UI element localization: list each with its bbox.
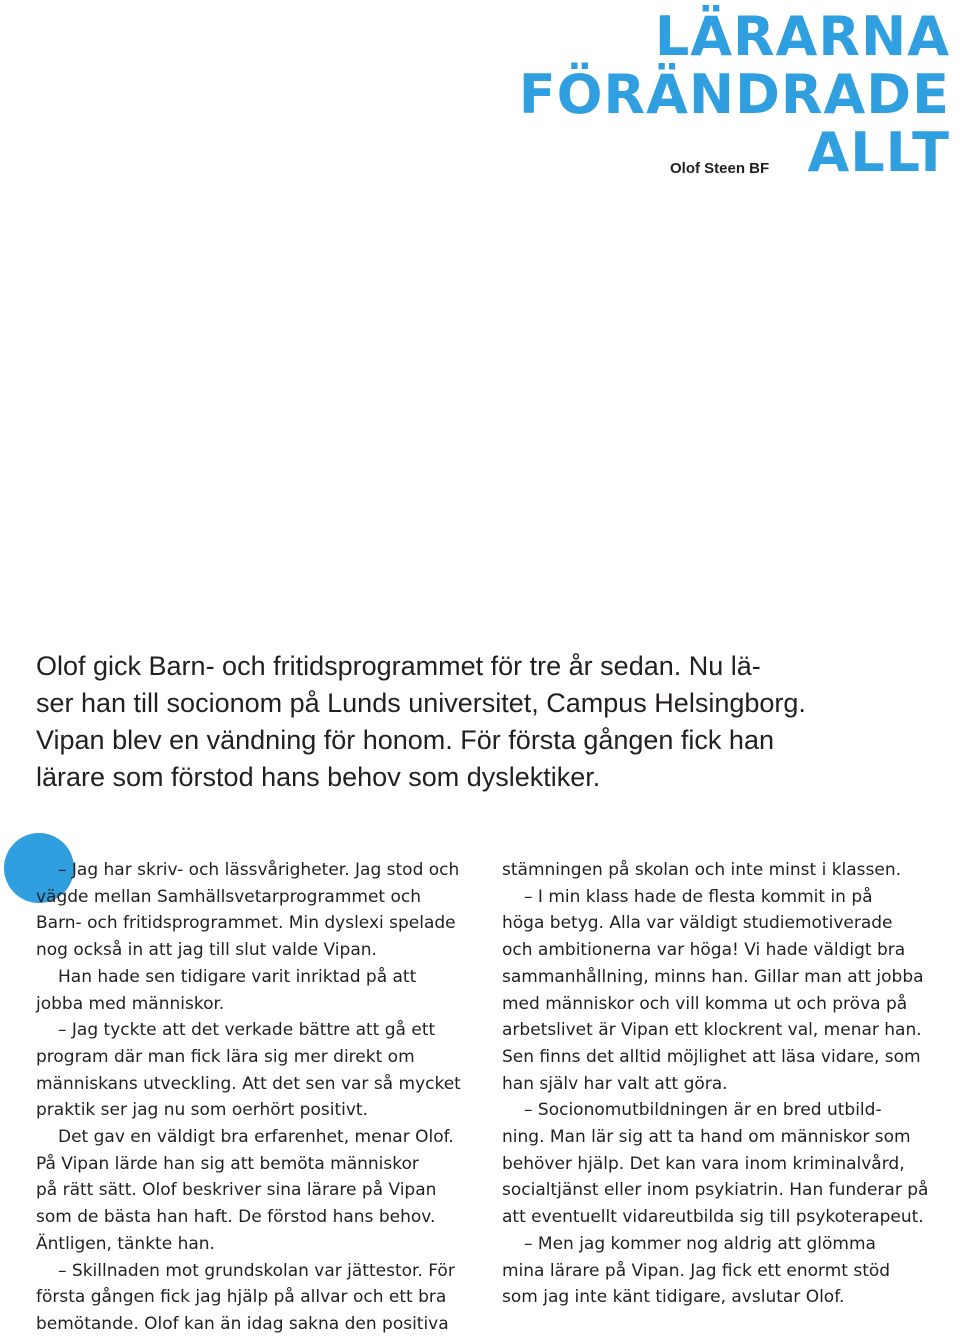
ingress-line: lärare som förstod hans behov som dyslektiker.: [36, 762, 601, 792]
body-column-right: [502, 857, 942, 1311]
body-line: med människor och vill komma ut och pröva på: [502, 993, 908, 1014]
body-line: – Socionomutbildningen är en bred utbild-: [524, 1100, 882, 1121]
body-line: som jag inte känt tidigare, avslutar Olof.: [502, 1287, 845, 1308]
body-line: han själv har valt att göra.: [502, 1073, 728, 1094]
body-line: mina lärare på Vipan. Jag fick ett enormt stöd: [502, 1260, 891, 1281]
ingress-paragraph: [36, 648, 916, 796]
ingress-line: ser han till socionom på Lunds universitet, Campus Helsingborg.: [36, 688, 806, 718]
body-line: ning. Man lär sig att ta hand om människor som: [502, 1127, 911, 1148]
body-line: första gången fick jag hjälp på allvar och ett bra: [36, 1287, 447, 1308]
author-byline: Olof Steen BF: [670, 160, 770, 177]
body-line: människans utveckling. Att det sen var så mycket: [36, 1073, 461, 1094]
body-line: – Jag tyckte att det verkade bättre att gå ett: [58, 1020, 436, 1041]
body-line: bemötande. Olof kan än idag sakna den positiva: [36, 1313, 449, 1334]
body-line: praktik ser jag nu som oerhört positivt.: [36, 1100, 368, 1121]
title-line-1: LÄRARNA: [654, 5, 950, 68]
body-line: socialtjänst eller inom psykiatrin. Han funderar på: [502, 1180, 929, 1201]
body-column-left: [36, 857, 476, 1338]
body-line: På Vipan lärde han sig att bemöta människor: [36, 1153, 419, 1174]
body-line: behöver hjälp. Det kan vara inom kriminalvård,: [502, 1153, 905, 1174]
body-line: höga betyg. Alla var väldigt studiemotiverade: [502, 913, 893, 934]
title-line-3: ALLT: [807, 121, 950, 184]
body-line: – Skillnaden mot grundskolan var jättestor. För: [58, 1260, 455, 1281]
body-line: som de bästa han haft. De förstod hans behov.: [36, 1207, 436, 1228]
body-line: – Men jag kommer nog aldrig att glömma: [524, 1233, 876, 1254]
body-line: program där man fick lära sig mer direkt om: [36, 1046, 415, 1067]
article-title: [518, 5, 950, 184]
body-line: Barn- och fritidsprogrammet. Min dyslexi spelade: [36, 913, 456, 934]
body-line: – Jag har skriv- och lässvårigheter. Jag stod och: [58, 860, 460, 880]
ingress-line: Olof gick Barn- och fritidsprogrammet för tre år sedan. Nu lä-: [36, 651, 761, 681]
body-line: Det gav en väldigt bra erfarenhet, menar Olof.: [58, 1127, 454, 1148]
body-line: vägde mellan Samhällsvetarprogrammet och: [36, 886, 422, 907]
body-line: jobba med människor.: [36, 993, 225, 1014]
body-line: och ambitionerna var höga! Vi hade väldigt bra: [502, 940, 906, 961]
body-line: sammanhållning, minns han. Gillar man att jobba: [502, 966, 924, 987]
body-line: stämningen på skolan och inte minst i klassen.: [502, 860, 902, 880]
body-line: arbetslivet är Vipan ett klockrent val, menar han.: [502, 1020, 922, 1041]
body-line: att eventuellt vidareutbilda sig till psykoterapeut.: [502, 1207, 924, 1228]
body-line: Äntligen, tänkte han.: [36, 1233, 215, 1254]
body-line: på rätt sätt. Olof beskriver sina lärare på Vipan: [36, 1180, 437, 1201]
body-line: – I min klass hade de flesta kommit in på: [524, 886, 873, 907]
body-line: Sen finns det alltid möjlighet att läsa vidare, som: [502, 1046, 921, 1067]
title-line-2: FÖRÄNDRADE: [518, 63, 950, 126]
body-line: Han hade sen tidigare varit inriktad på att: [58, 966, 417, 987]
body-line: nog också in att jag till slut valde Vipan.: [36, 940, 377, 961]
ingress-line: Vipan blev en vändning för honom. För första gången fick han: [36, 725, 774, 755]
